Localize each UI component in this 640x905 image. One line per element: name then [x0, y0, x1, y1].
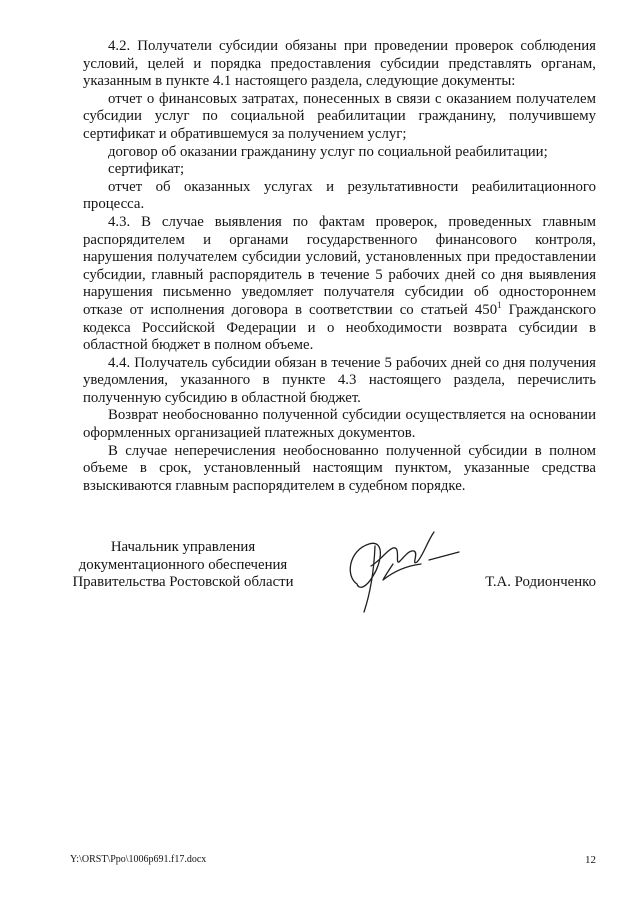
paragraph-doc-contract: договор об оказании гражданину услуг по социальной реабилитации; — [108, 143, 548, 160]
page-number: 12 — [585, 854, 596, 866]
paragraph-4-4: 4.4. Получатель субсидии обязан в течение 5 рабочих дней со дня получения уведомления, указанного в пункте 4.3 настоящего раздела, перечислить полученную субсидию в областной бюджет. — [83, 354, 596, 406]
signatory-position-line-1: Начальник управления — [110, 539, 256, 555]
signatory-position-line-3: Правительства Ростовской области — [72, 574, 294, 591]
document-body — [83, 38, 596, 495]
paragraph-4-3-text-end: Гражданского кодекса Российской Федерации и о необходимости возврата субсидии в областной бюджет в полном объеме. — [83, 301, 596, 354]
article-superscript: 1 — [497, 299, 502, 310]
signatory-position-line-2: документационного обеспечения — [78, 556, 288, 573]
paragraph-refund: Возврат необоснованно полученной субсидии осуществляется на основании оформленных организацией платежных документов. — [83, 407, 596, 442]
signatory-position — [68, 539, 298, 592]
paragraph-non-transfer: В случае неперечисления необоснованно полученной субсидии в полном объеме в срок, установленный настоящим пунктом, указанные средства взыскиваются главным распорядителем в судебном порядке. — [83, 442, 596, 494]
footer-file-path: Y:\ORST\Ppo\1006p691.f17.docx — [70, 854, 207, 865]
paragraph-4-3 — [83, 214, 596, 355]
handwritten-signature — [335, 520, 465, 615]
paragraph-doc-certificate: сертификат; — [108, 161, 185, 178]
paragraph-4-3-text-start: 4.3. В случае выявления по фактам проверок, проведенных главным распорядителем и органами государственного финансового контроля, нарушения получателем субсидии условий, установленных при предоставлении субсидии, главный распорядитель в течение 5 рабочих дней со дня выявления нарушения письменно уведомляет получателя субсидии об одностороннем отказе от исполнения договора в соответствии со статьей 450 — [83, 213, 596, 318]
paragraph-4-2: 4.2. Получатели субсидии обязаны при проведении проверок соблюдения условий, целей и порядка предоставления субсидии представлять органам, указанным в пункте 4.1 настоящего раздела, следующие документы: — [83, 38, 596, 90]
signatory-name: Т.А. Родионченко — [485, 574, 596, 590]
paragraph-doc-results: отчет об оказанных услугах и результативности реабилитационного процесса. — [83, 178, 596, 213]
paragraph-doc-report: отчет о финансовых затратах, понесенных в связи с оказанием получателем субсидии услуг по социальной реабилитации гражданину, получившему сертификат и обратившемуся за получением услуг; — [83, 90, 596, 142]
